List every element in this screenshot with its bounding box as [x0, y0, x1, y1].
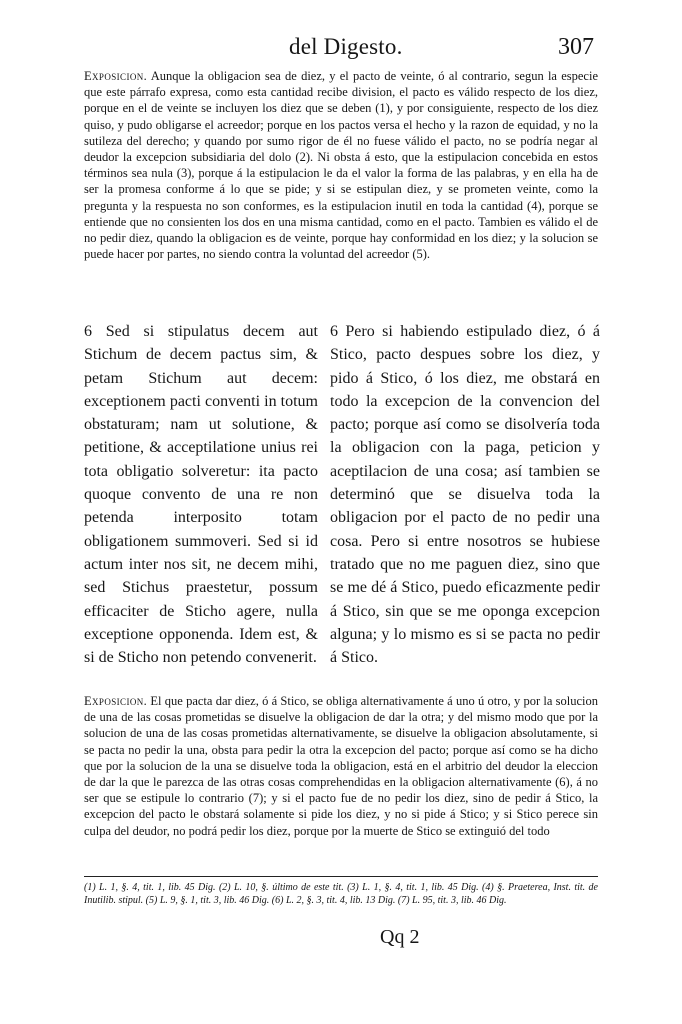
- footnotes: (1) L. 1, §. 4, tit. 1, lib. 45 Dig. (2) L. 10, §. último de este tit. (3) L. 1, §. 4, tit. 1, lib. 45 Dig. (4) §. Praeterea, Inst. tit. de Inutilib. stipul. (5) L. 9, §. 1, tit. 3, lib. 46 Dig. (6) L. 2, §. 3, tit. 4, lib. 13 Dig. (7) L. 95, tit. 3, lib. 46 Dig.: [84, 882, 598, 906]
- exposition-paragraph-top: [84, 68, 598, 262]
- running-title: del Digesto.: [289, 34, 403, 59]
- signature-mark: Qq 2: [380, 926, 420, 948]
- exposition-label: Exposicion.: [84, 694, 148, 708]
- exposition-paragraph-bottom: [84, 693, 598, 839]
- exposition-label: Exposicion.: [84, 69, 148, 83]
- exposition-text: Aunque la obligacion sea de diez, y el pacto de veinte, ó al contrario, segun la especie que este párrafo expresa, como esta cantidad recibe division, el pacto es válido respecto de los diez, porque en el de veinte se incluyen los diez que se deben (1), y por consiguiente, respecto de los diez quiso, y pudo obligarse el acreedor; porque en los pactos versa el hecho y la razon de equidad, y no la sutileza del derecho; y quando por sumo rigor de él no fuese válido el pacto, no se podría negar al deudor la excepcion subsidiaria del dolo (2). Ni obsta á esto, que la estipulacion concebida en estos términos sea nula (3), porque á la estipulacion le da el valor la forma de las palabras, y en ella ha de ser la promesa conforme á lo que se pide; y si se estipulan diez, y se prometen veinte, como la pregunta y la respuesta no son conformes, es la estipulacion inutil en toda la cantidad (4), porque se entiende que no consienten los dos en una misma cantidad, como en el pacto. Tambien es válido el de no pedir diez, quando la obligacion es de veinte, porque hay conformidad en los diez; y la solucion se puede hacer por partes, no siendo contra la voluntad del acreedor (5).: [84, 69, 598, 262]
- latin-text-column: 6 Sed si stipulatus decem aut Stichum de decem pactus sim, & petam Stichum aut decem: exceptionem pacti conventi in totum obstaturam; nam ut solutione, & petitione, & acceptilatione unius rei tota obligatio solveretur: ita pacto quoque convento de una re non petenda interposito totam obligationem summoveri. Sed si id actum inter nos sit, ne decem mihi, sed Stichus praestetur, possum efficaciter de Sticho agere, nulla exceptione opponenda. Idem est, & si de Sticho non petendo convenerit.: [84, 323, 318, 667]
- spanish-text-column: 6 Pero si habiendo estipulado diez, ó á Stico, pacto despues sobre los diez, y pido á Stico, ó los diez, me obstará en todo la excepcion de la convencion del pacto; porque así como se disolvería toda la obligacion con la paga, peticion y aceptilacion de una cosa; así tambien se determinó que se disuelva toda la obligacion por el pacto de no pedir una cosa. Pero si entre nosotros se hubiese tratado que no me paguen diez, sino que se me dé á Stico, puedo eficazmente pedir á Stico, sin que se me oponga excepcion alguna; y lo mismo es si se pacta no pedir á Stico.: [330, 323, 600, 667]
- footnote-divider: [84, 876, 598, 877]
- page-number: 307: [558, 34, 594, 60]
- exposition-text: El que pacta dar diez, ó á Stico, se obliga alternativamente á uno ú otro, y por la solucion de una de las cosas prometidas se disuelve la obligacion de dar la otra; y del mismo modo que por la solucion de una de las cosas prometidas alternativamente, se disuelve la obligacion absolutamente, si se pacta no pedir la una, obsta para pedir la otra la excepcion del pacto; porque así como se ha dicho que por la solucion de la una se disuelve toda la obligacion, está en el arbitrio del deudor la eleccion de dar la que le parezca de las otras cosas comprehendidas en la obligacion alternativamente (6), á no ser que se estipule lo contrario (7); y si el pacto fue de no pedir los diez, sino de pedir á Stico, la excepcion del pacto le obstará solamente si pide los diez, y no si pide á Stico; y si Stico perece sin culpa del deudor, no podrá pedir los diez, porque por la muerte de Stico se extinguió del todo: [84, 694, 599, 838]
